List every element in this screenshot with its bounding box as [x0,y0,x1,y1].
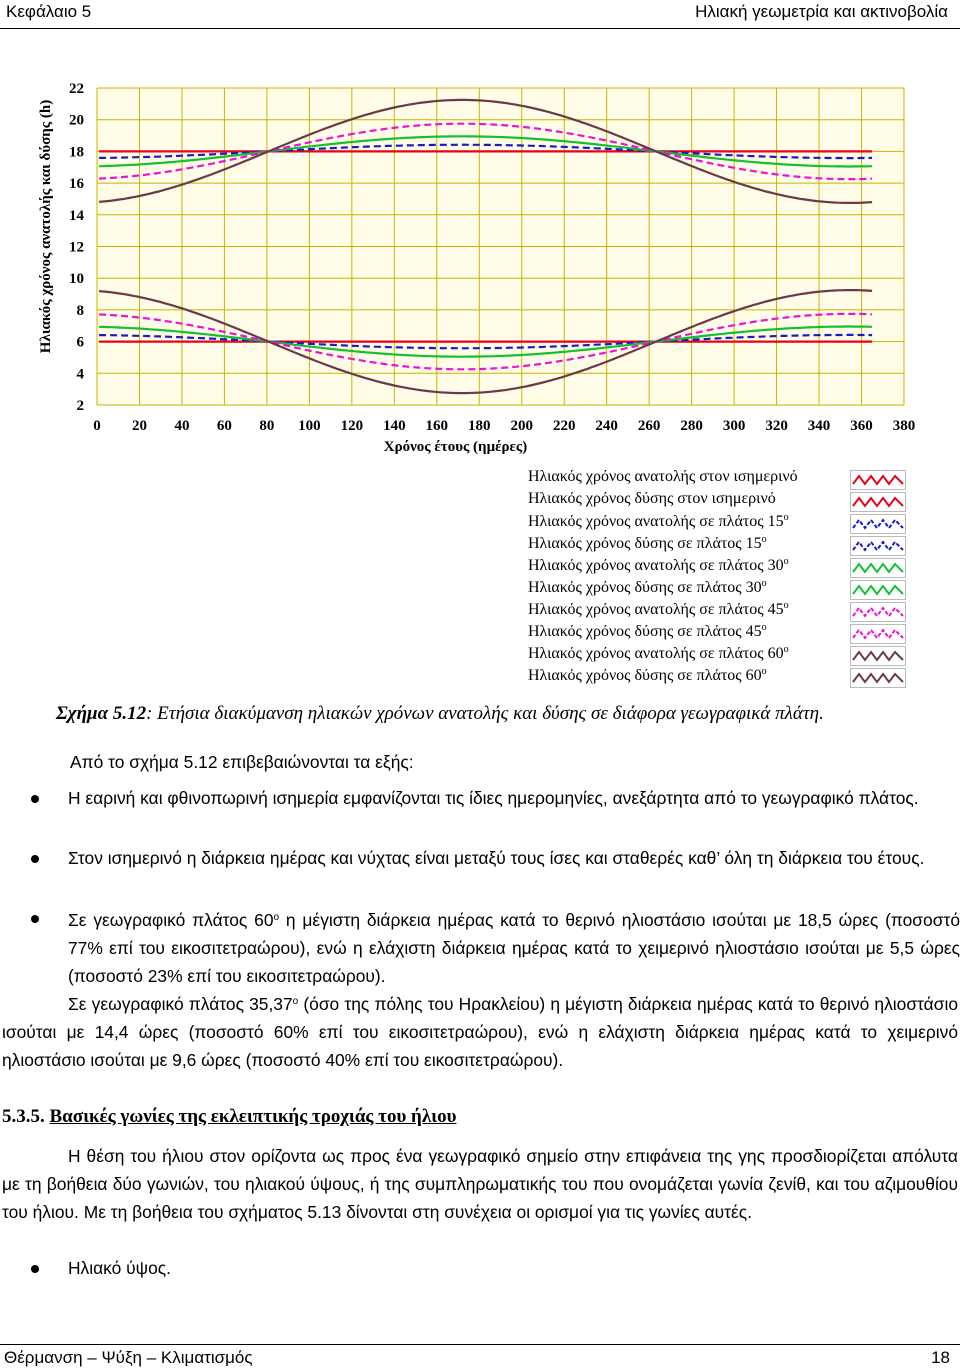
y-tick-label: 16 [69,176,84,193]
legend-swatch [850,580,906,600]
y-tick-label: 18 [69,144,84,161]
page-footer [0,1344,960,1370]
degree-sup: ο [292,996,299,1007]
legend-label: Ηλιακός χρόνος ανατολής σε πλάτος $15^o$ [528,512,789,530]
x-tick-label: 280 [680,418,703,434]
paragraph-heraklion [2,988,958,1074]
legend-item [528,468,918,490]
legend-swatch-line [853,652,903,660]
page-number: 18 [931,1348,950,1367]
legend-item [528,622,918,644]
legend-swatch-line [853,520,903,528]
legend-item [528,578,918,600]
x-tick-label: 160 [425,418,449,434]
legend-swatch [850,558,906,578]
page-header [0,0,960,29]
legend-swatch [850,514,906,534]
legend-label: Ηλιακός χρόνος ανατολής σε πλάτος $45^o$ [528,600,789,618]
para-text: Η θέση του ήλιου στον ορίζοντα ως προς ένα γεωγραφικό σημείο στην επιφάνεια της γης προσδιορίζεται απόλυτα με τη βοήθεια δύο γωνιών, του ηλιακού ύψους, ή της συμπληρωματικής του που ονομάζεται γωνία ζενίθ, και του αζιμουθίου του ήλιου. Με τη βοήθεια του σχήματος 5.13 δίνονται στη συνέχεια οι ορισμοί για τις γωνίες αυτές. [2,1146,958,1222]
y-tick-label: 22 [69,81,84,97]
legend-label: Ηλιακός χρόνος ανατολής σε πλάτος $60^o$ [528,644,789,662]
legend-item [528,512,918,534]
degree-sup: ο [783,600,789,611]
bullet-equinox [68,784,960,812]
x-tick-label: 140 [383,418,406,434]
chart [0,60,960,460]
x-tick-label: 380 [892,418,916,434]
legend-swatch [850,536,906,556]
x-tick-label: 80 [259,418,275,434]
legend-swatch-line [853,542,903,550]
y-axis-label: Ηλιακός χρόνος ανατολής και δύσης (h) [38,99,54,354]
paragraph-angles [2,1142,958,1226]
degree-sup: ο [783,556,789,567]
footer-title: Θέρμανση – Ψύξη – Κλιματισμός [4,1348,253,1367]
para-text-a: Σε γεωγραφικό πλάτος 35,37 [68,994,293,1014]
legend-swatch [850,492,906,512]
legend-item [528,644,918,666]
x-tick-label: 40 [174,418,190,434]
legend-swatch-line [853,586,903,594]
y-tick-label: 14 [69,207,84,224]
bullet-dot [31,795,39,803]
legend-item [528,600,918,622]
legend-label: Ηλιακός χρόνος ανατολής σε πλάτος $30^o$ [528,556,789,574]
caption-text: : Ετήσια διακύμανση ηλιακών χρόνων ανατολής και δύσης σε διάφορα γεωγραφικά πλάτη. [146,703,824,724]
x-tick-label: 60 [216,418,232,434]
legend-label: Ηλιακός χρόνος δύσης σε πλάτος $60^o$ [528,666,767,684]
x-tick-label: 200 [510,418,533,434]
x-tick-label: 320 [765,418,788,434]
x-tick-label: 180 [468,418,491,434]
legend-swatch-line [853,498,903,506]
legend-item [528,490,918,512]
x-tick-label: 100 [298,418,321,434]
section-heading [2,1106,456,1128]
y-tick-label: 2 [76,398,84,414]
degree-sup: ο [761,578,767,589]
legend-item [528,534,918,556]
figure-caption [56,703,824,725]
legend-item [528,556,918,578]
intro-text: Από το σχήμα 5.12 επιβεβαιώνονται τα εξής: [70,752,414,772]
x-tick-label: 20 [131,418,147,434]
x-tick-label: 340 [807,418,831,434]
legend-swatch-line [853,476,903,484]
bullet-dot [31,1265,39,1273]
bullet-text: Στον ισημερινό η διάρκεια ημέρας και νύχτας είναι μεταξύ τους ίσες και σταθερές καθ’ όλη τη διάρκεια του έτους. [68,848,925,868]
legend-swatch-line [853,674,903,682]
legend-label: Ηλιακός χρόνος δύσης σε πλάτος $15^o$ [528,534,767,552]
x-tick-label: 300 [722,418,746,434]
legend-swatch [850,602,906,622]
x-axis-label: Χρόνος έτους (ημέρες) [383,439,528,455]
section-title: Βασικές γωνίες της εκλειπτικής τροχιάς του ήλιου [49,1106,457,1127]
x-tick-label: 0 [93,418,101,434]
x-tick-label: 220 [552,418,576,434]
degree-sup: ο [783,512,789,523]
degree-sup: ο [761,622,767,633]
section-number: 5.3.5. [2,1106,50,1127]
legend-swatch-line [853,630,903,638]
y-tick-label: 8 [76,302,84,319]
legend-swatch-line [853,564,903,572]
bullet-equator [68,844,960,872]
y-tick-label: 6 [76,334,84,351]
bullet-dot [31,855,39,863]
bullet-solar-altitude [68,1254,960,1282]
legend-label: Ηλιακός χρόνος δύσης σε πλάτος $45^o$ [528,622,767,640]
bullet-text-b: η μέγιστη διάρκεια ημέρας κατά το θερινό ηλιοστάσιο ισούται με 18,5 ώρες (ποσοστό 77% επί του εικοσιτετραώρου), ενώ η ελάχιστη διάρκεια ημέρας κατά το χειμερινό ηλιοστάσιο ισούται με 5,5 ώρες (ποσοστό 23% επί του εικοσιτετραώρου). [68,910,960,986]
degree-sup: ο [761,666,767,677]
bullet-dot [31,915,39,923]
y-tick-label: 12 [69,239,84,256]
y-tick-label: 20 [69,112,84,129]
chart-legend [528,468,918,688]
legend-swatch-line [853,608,903,616]
y-tick-label: 4 [76,366,84,383]
x-tick-label: 260 [637,418,661,434]
x-tick-label: 360 [850,418,873,434]
y-tick-label: 10 [69,271,84,288]
para-text-b: (όσο της πόλης του Ηρακλείου) η μέγιστη διάρκεια ημέρας κατά το θερινό ηλιοστάσιο ισούται με 14,4 ώρες (ποσοστό 60% επί του εικοσιτετραώρου), ενώ η ελάχιστη διάρκεια ημέρας κατά το χειμερινό ηλιοστάσιο ισούται με 9,6 ώρες (ποσοστό 40% επί του εικοσιτετραώρου). [2,994,958,1070]
legend-swatch [850,470,906,490]
legend-swatch [850,668,906,688]
legend-swatch [850,646,906,666]
legend-label: Ηλιακός χρόνος δύσης σε πλάτος $30^o$ [528,578,767,596]
bullet-text: Ηλιακό ύψος. [68,1258,171,1278]
degree-sup: ο [273,912,280,923]
x-tick-label: 240 [595,418,618,434]
legend-label: Ηλιακός χρόνος δύσης στον ισημερινό [528,490,776,507]
bullet-lat60 [68,904,960,990]
header-title: Ηλιακή γεωμετρία και ακτινοβολία [695,2,948,21]
legend-swatch [850,624,906,644]
bullet-text-a: Σε γεωγραφικό πλάτος 60 [68,910,274,930]
header-chapter: Κεφάλαιο 5 [6,2,92,21]
bullet-text: Η εαρινή και φθινοπωρινή ισημερία εμφανίζονται τις ίδιες ημερομηνίες, ανεξάρτητα από το γεωγραφικό πλάτος. [68,788,919,808]
caption-label: Σχήμα 5.12 [56,703,147,724]
degree-sup: ο [783,644,789,655]
legend-label: Ηλιακός χρόνος ανατολής στον ισημερινό [528,468,798,485]
degree-sup: ο [761,534,767,545]
legend-item [528,666,918,688]
x-tick-label: 120 [340,418,364,434]
